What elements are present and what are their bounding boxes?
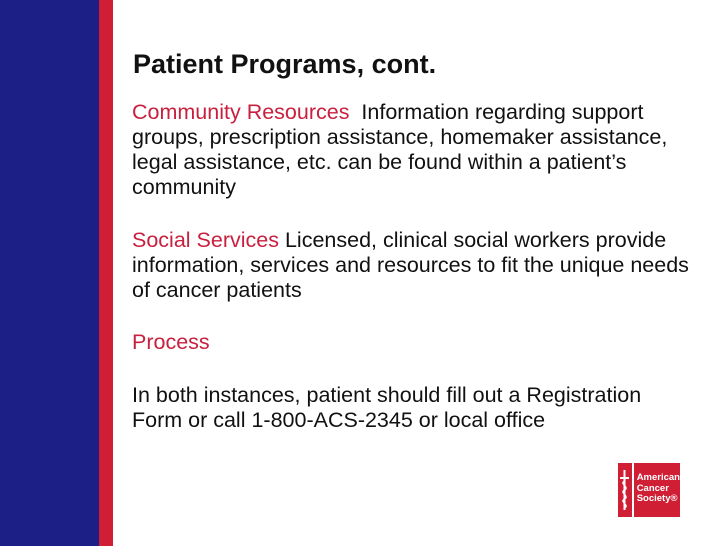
closing-paragraph: In both instances, patient should fill out a Registration Form or call 1-800-ACS-2345 or local office	[132, 383, 642, 432]
community-resources-paragraph	[132, 100, 692, 200]
american-cancer-society-logo	[618, 463, 680, 517]
social-services-heading: Social Services	[132, 228, 279, 252]
logo-wordmark	[634, 463, 680, 517]
logo-line-2: Cancer	[636, 482, 669, 494]
process-heading: Process	[132, 330, 210, 354]
community-resources-heading: Community Resources	[132, 100, 350, 124]
slide-title: Patient Programs, cont.	[133, 49, 437, 79]
logo-line-1: American	[636, 472, 680, 483]
social-services-paragraph	[132, 228, 695, 303]
logo-line-3: Society®	[636, 493, 678, 504]
left-red-band	[99, 0, 113, 546]
left-blue-band	[0, 0, 99, 546]
community-resources-text: Information regarding support groups, prescription assistance, homemaker assistance, legal assistance, etc. can be found within a patient’s community	[132, 100, 674, 199]
process-paragraph	[132, 330, 692, 355]
caduceus-sword-icon	[618, 463, 632, 517]
social-services-text: Licensed, clinical social workers provide information, services and resources to fit the unique needs of cancer patients	[132, 228, 695, 302]
